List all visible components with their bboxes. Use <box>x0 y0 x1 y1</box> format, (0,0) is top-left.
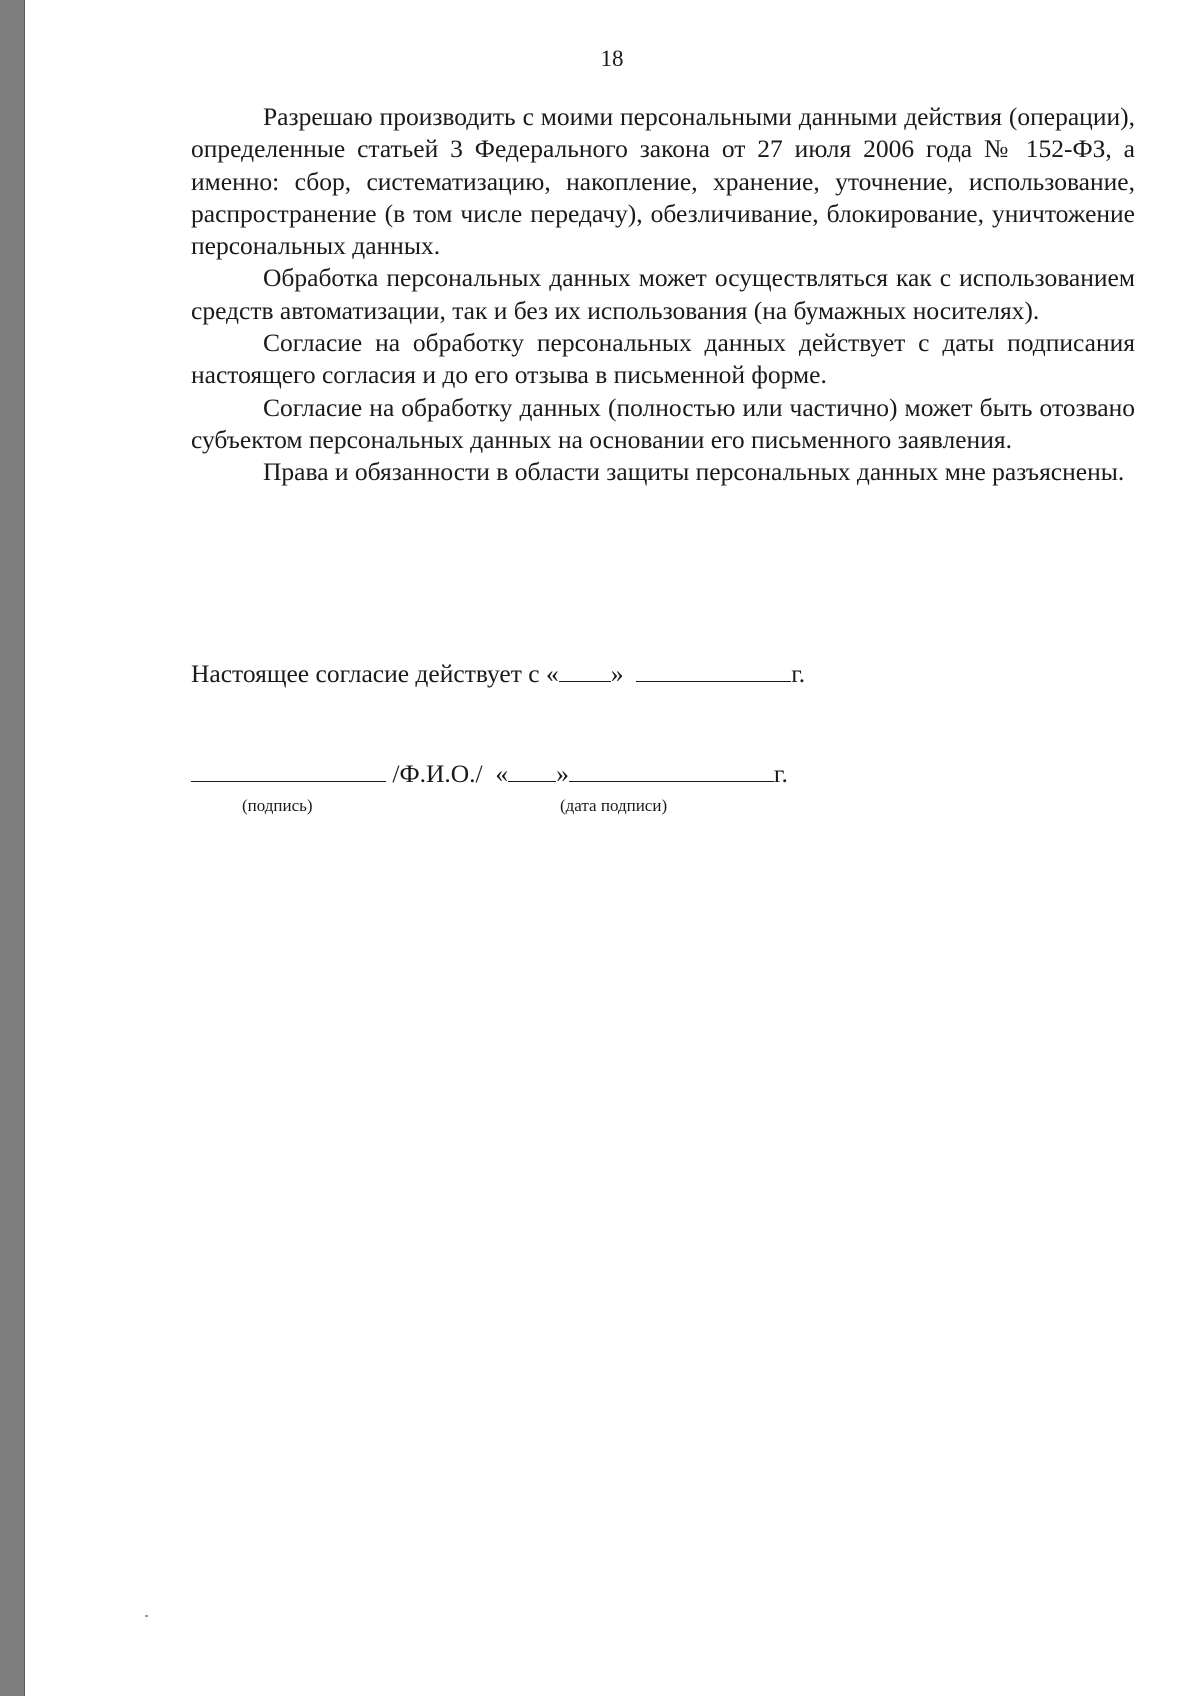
signature-line <box>191 758 788 790</box>
signature-caption: (подпись) <box>242 796 313 815</box>
validity-prefix: Настоящее согласие действует с « <box>191 659 559 688</box>
date-close-quote: » <box>556 759 569 788</box>
paragraph-withdrawal: Согласие на обработку данных (полностью или частично) может быть отозвано субъектом персональных данных на основании его письменного заявления. <box>191 392 1135 454</box>
date-caption: (дата подписи) <box>560 796 668 815</box>
page-number: 18 <box>600 46 624 71</box>
paragraph-rights: Права и обязанности в области защиты персональных данных мне разъяснены. <box>263 457 1125 487</box>
validity-day-close: » <box>610 659 624 688</box>
fio-label: /Ф.И.О./ <box>392 759 483 788</box>
document-page <box>24 0 1200 1696</box>
date-open-quote: « <box>495 759 509 788</box>
scan-speck <box>145 1615 148 1617</box>
viewer-background <box>0 0 24 1696</box>
validity-line <box>191 658 805 690</box>
sign-year-suffix: г. <box>773 759 788 788</box>
sign-date-blank[interactable] <box>569 761 774 782</box>
validity-month-blank[interactable] <box>636 661 791 682</box>
validity-year-suffix: г. <box>791 659 806 688</box>
validity-day-blank[interactable] <box>559 661 611 682</box>
paragraph-validity-term: Согласие на обработку персональных данных действует с даты подписания настоящего согласия и до его отзыва в письменной форме. <box>191 328 1135 390</box>
sign-day-blank[interactable] <box>508 761 556 782</box>
signature-blank[interactable] <box>191 761 386 782</box>
paragraph-processing-methods: Обработка персональных данных может осуществляться как с использованием средств автоматизации, так и без их использования (на бумажных носителях). <box>191 263 1135 325</box>
paragraph-operations: Разрешаю производить с моими персональными данными действия (операции), определенные статьей 3 Федерального закона от 27 июля 2006 года № 152-ФЗ, а именно: сбор, систематизацию, накопление, хранение, уточнение, использование, распространение (в том числе передачу), обезличивание, блокирование, уничтожение персональных данных. <box>191 102 1135 261</box>
consent-body <box>191 101 1135 489</box>
